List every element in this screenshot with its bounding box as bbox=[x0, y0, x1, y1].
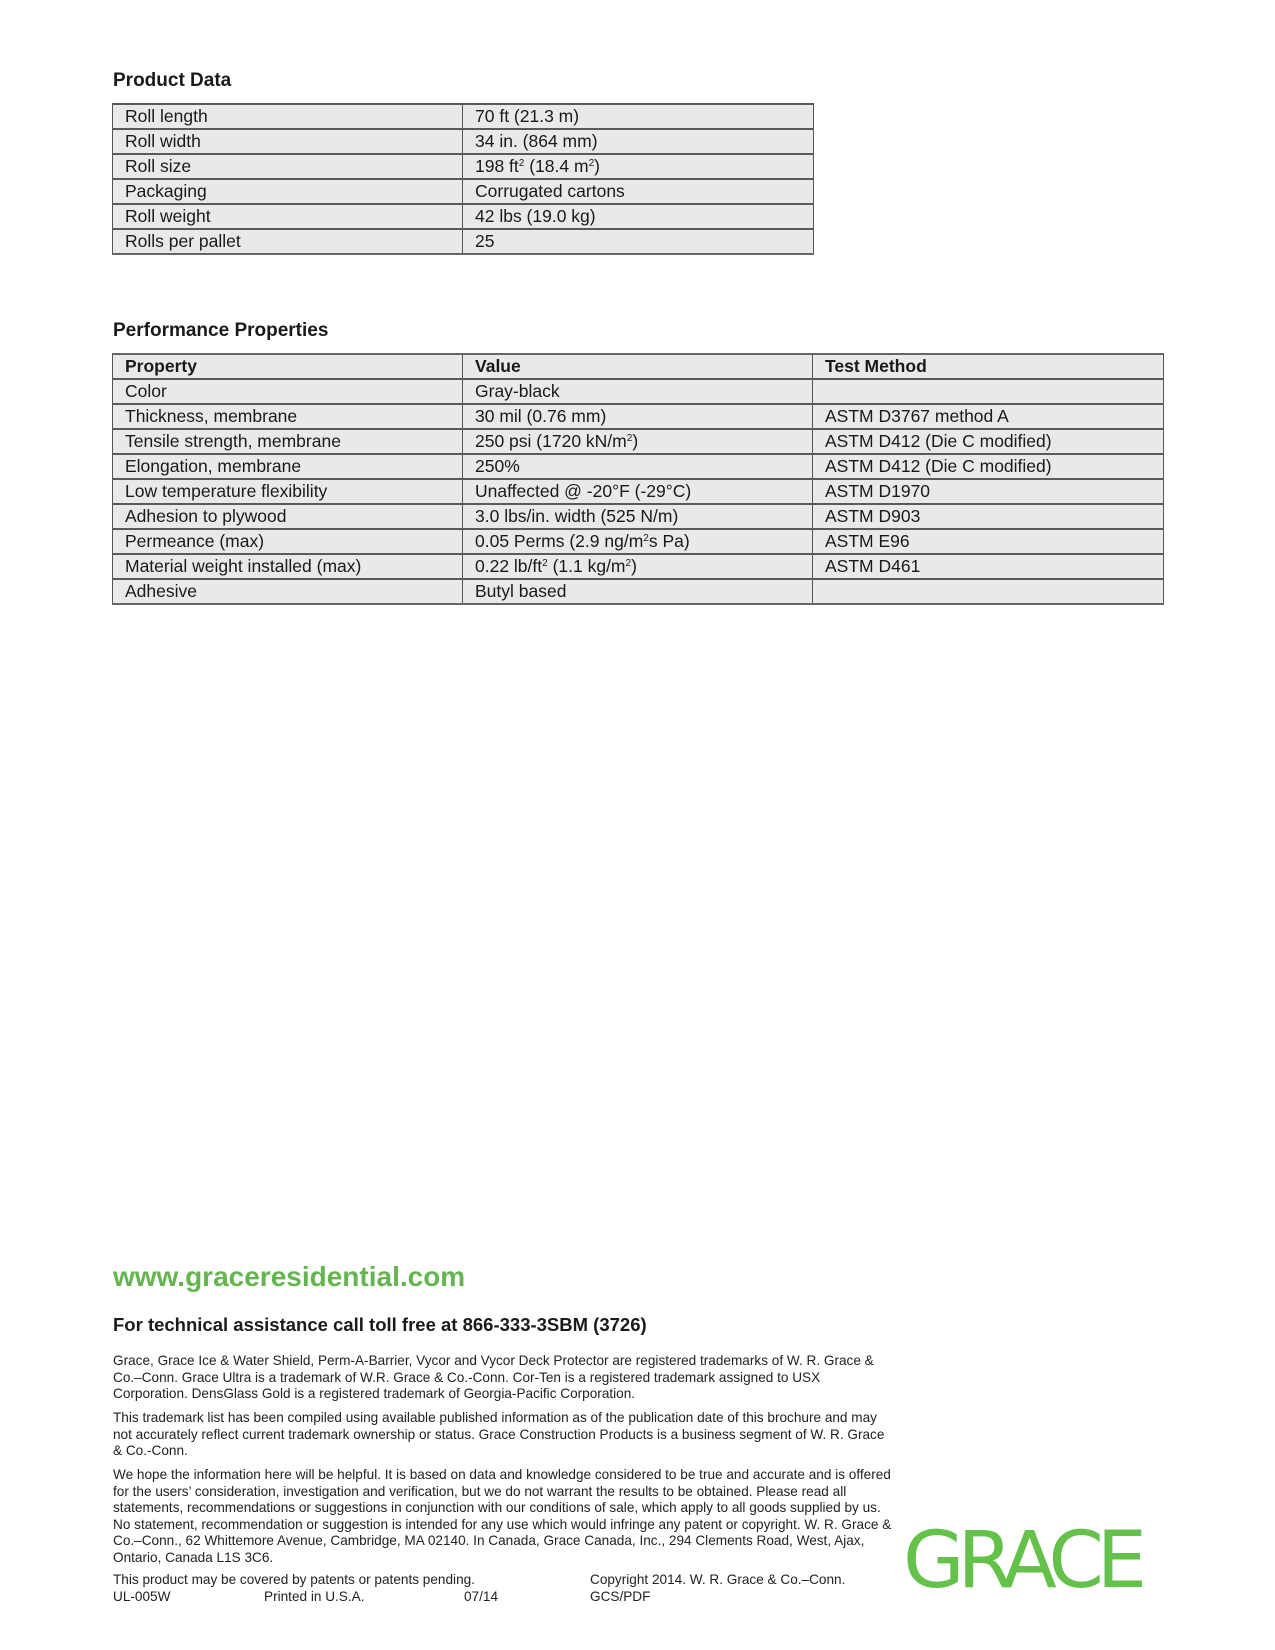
disclaimer-paragraph: We hope the information here will be helpful. It is based on data and knowledge considered to be true and accurate and is offered for the users’ consideration, investigation and verification, but we do not warrant the results to be obtained. Please read all statements, recommendations or suggestions in conjunction with our conditions of sale, which apply to all goods supplied by us. No statement, recommendation or suggestion is intended for any use which would infringe any patent or copyright. W. R. Grace & Co.–Conn., 62 Whittemore Avenue, Cambridge, MA 02140. In Canada, Grace Canada, Inc., 294 Clements Road, West, Ajax, Ontario, Canada L1S 3C6. bbox=[113, 1467, 892, 1565]
product-data-title: Product Data bbox=[113, 70, 232, 91]
website-link[interactable]: www.graceresidential.com bbox=[113, 1261, 466, 1292]
value-part: s Pa) bbox=[648, 531, 690, 551]
value-part: (1.1 kg/m bbox=[547, 556, 626, 576]
value-part: ) bbox=[631, 556, 637, 576]
row-value: Corrugated cartons bbox=[463, 179, 814, 204]
trademark-paragraph: Grace, Grace Ice & Water Shield, Perm-A-Barrier, Vycor and Vycor Deck Protector are registered trademarks of W. R. Grace & Co.–Conn. Grace Ultra is a trademark of W.R. Grace & Co.-Conn. Cor-Ten is a registered trademark assigned to USX Corporation. DensGlass Gold is a registered trademark of Georgia-Pacific Corporation. bbox=[113, 1353, 874, 1402]
table-row bbox=[113, 479, 1164, 504]
cell-value: Gray-black bbox=[463, 379, 813, 404]
cell-property: Adhesive bbox=[113, 579, 463, 604]
header-test-method: Test Method bbox=[813, 354, 1164, 379]
row-value: 34 in. (864 mm) bbox=[463, 129, 814, 154]
row-label: Rolls per pallet bbox=[113, 229, 463, 254]
superscript: 2 bbox=[542, 558, 548, 569]
value-part: 250 psi (1720 kN/m bbox=[475, 431, 627, 451]
trademark-list-paragraph: This trademark list has been compiled using available published information as of the publication date of this brochure and may not accurately reflect current trademark ownership or status. Grace Construction Products is a business segment of W. R. Grace & Co.-Conn. bbox=[113, 1410, 885, 1459]
cell-value: Butyl based bbox=[463, 579, 813, 604]
table-row bbox=[113, 179, 814, 204]
row-label: Roll weight bbox=[113, 204, 463, 229]
row-label: Roll width bbox=[113, 129, 463, 154]
cell-property: Low temperature flexibility bbox=[113, 479, 463, 504]
superscript: 2 bbox=[588, 158, 595, 169]
cell-property: Tensile strength, membrane bbox=[113, 429, 463, 454]
table-row bbox=[113, 579, 1164, 604]
cell-property: Material weight installed (max) bbox=[113, 554, 463, 579]
copyright: Copyright 2014. W. R. Grace & Co.–Conn. bbox=[590, 1572, 846, 1587]
superscript: 2 bbox=[626, 433, 633, 444]
technical-assistance: For technical assistance call toll free at 866-333-3SBM (3726) bbox=[113, 1314, 647, 1335]
patents-notice: This product may be covered by patents or patents pending. bbox=[113, 1572, 475, 1587]
printed-in: Printed in U.S.A. bbox=[264, 1589, 365, 1604]
row-value: 25 bbox=[463, 229, 814, 254]
cell-value: Unaffected @ -20°F (-29°C) bbox=[463, 479, 813, 504]
cell-method bbox=[813, 379, 1164, 404]
value-part: ) bbox=[594, 156, 600, 176]
table-header-row bbox=[113, 354, 1164, 379]
value-part: ) bbox=[632, 431, 639, 451]
cell-value: 30 mil (0.76 mm) bbox=[463, 404, 813, 429]
cell-method: ASTM D903 bbox=[813, 504, 1164, 529]
value-part: (18.4 m bbox=[524, 156, 589, 176]
grace-logo: GRACE bbox=[903, 1516, 1140, 1606]
cell-method bbox=[813, 579, 1164, 604]
cell-method: ASTM D412 (Die C modified) bbox=[813, 429, 1164, 454]
cell-method: ASTM D412 (Die C modified) bbox=[813, 454, 1164, 479]
superscript: 2 bbox=[625, 558, 632, 569]
table-row bbox=[113, 379, 1164, 404]
table-row bbox=[113, 129, 814, 154]
superscript: 2 bbox=[643, 533, 649, 544]
superscript: 2 bbox=[518, 158, 525, 169]
value-part: 198 ft bbox=[475, 156, 519, 176]
cell-value: 250% bbox=[463, 454, 813, 479]
cell-method: ASTM D461 bbox=[813, 554, 1164, 579]
print-date: 07/14 bbox=[464, 1589, 499, 1604]
value-part: 0.22 lb/ft bbox=[475, 556, 543, 576]
cell-value bbox=[463, 429, 813, 454]
document-code: UL-005W bbox=[113, 1589, 171, 1604]
table-row bbox=[113, 429, 1164, 454]
row-value bbox=[463, 154, 814, 179]
cell-property: Permeance (max) bbox=[113, 529, 463, 554]
header-property: Property bbox=[113, 354, 463, 379]
product-data-table bbox=[112, 103, 814, 255]
cell-value bbox=[463, 554, 813, 579]
row-label: Roll size bbox=[113, 154, 463, 179]
cell-value bbox=[463, 529, 813, 554]
table-row bbox=[113, 404, 1164, 429]
cell-method: ASTM E96 bbox=[813, 529, 1164, 554]
row-label: Packaging bbox=[113, 179, 463, 204]
table-row bbox=[113, 154, 814, 179]
gcs-code: GCS/PDF bbox=[590, 1589, 651, 1604]
cell-property: Thickness, membrane bbox=[113, 404, 463, 429]
performance-table bbox=[112, 353, 1164, 605]
table-row bbox=[113, 104, 814, 129]
cell-property: Color bbox=[113, 379, 463, 404]
cell-value: 3.0 lbs/in. width (525 N/m) bbox=[463, 504, 813, 529]
row-label: Roll length bbox=[113, 104, 463, 129]
header-value: Value bbox=[463, 354, 813, 379]
value-part: 0.05 Perms (2.9 ng/m bbox=[475, 531, 644, 551]
row-value: 42 lbs (19.0 kg) bbox=[463, 204, 814, 229]
table-row bbox=[113, 454, 1164, 479]
performance-title: Performance Properties bbox=[113, 320, 329, 341]
table-row bbox=[113, 529, 1164, 554]
table-row bbox=[113, 554, 1164, 579]
cell-method: ASTM D1970 bbox=[813, 479, 1164, 504]
table-row bbox=[113, 504, 1164, 529]
cell-property: Adhesion to plywood bbox=[113, 504, 463, 529]
cell-method: ASTM D3767 method A bbox=[813, 404, 1164, 429]
cell-property: Elongation, membrane bbox=[113, 454, 463, 479]
row-value: 70 ft (21.3 m) bbox=[463, 104, 814, 129]
table-row bbox=[113, 229, 814, 254]
table-row bbox=[113, 204, 814, 229]
